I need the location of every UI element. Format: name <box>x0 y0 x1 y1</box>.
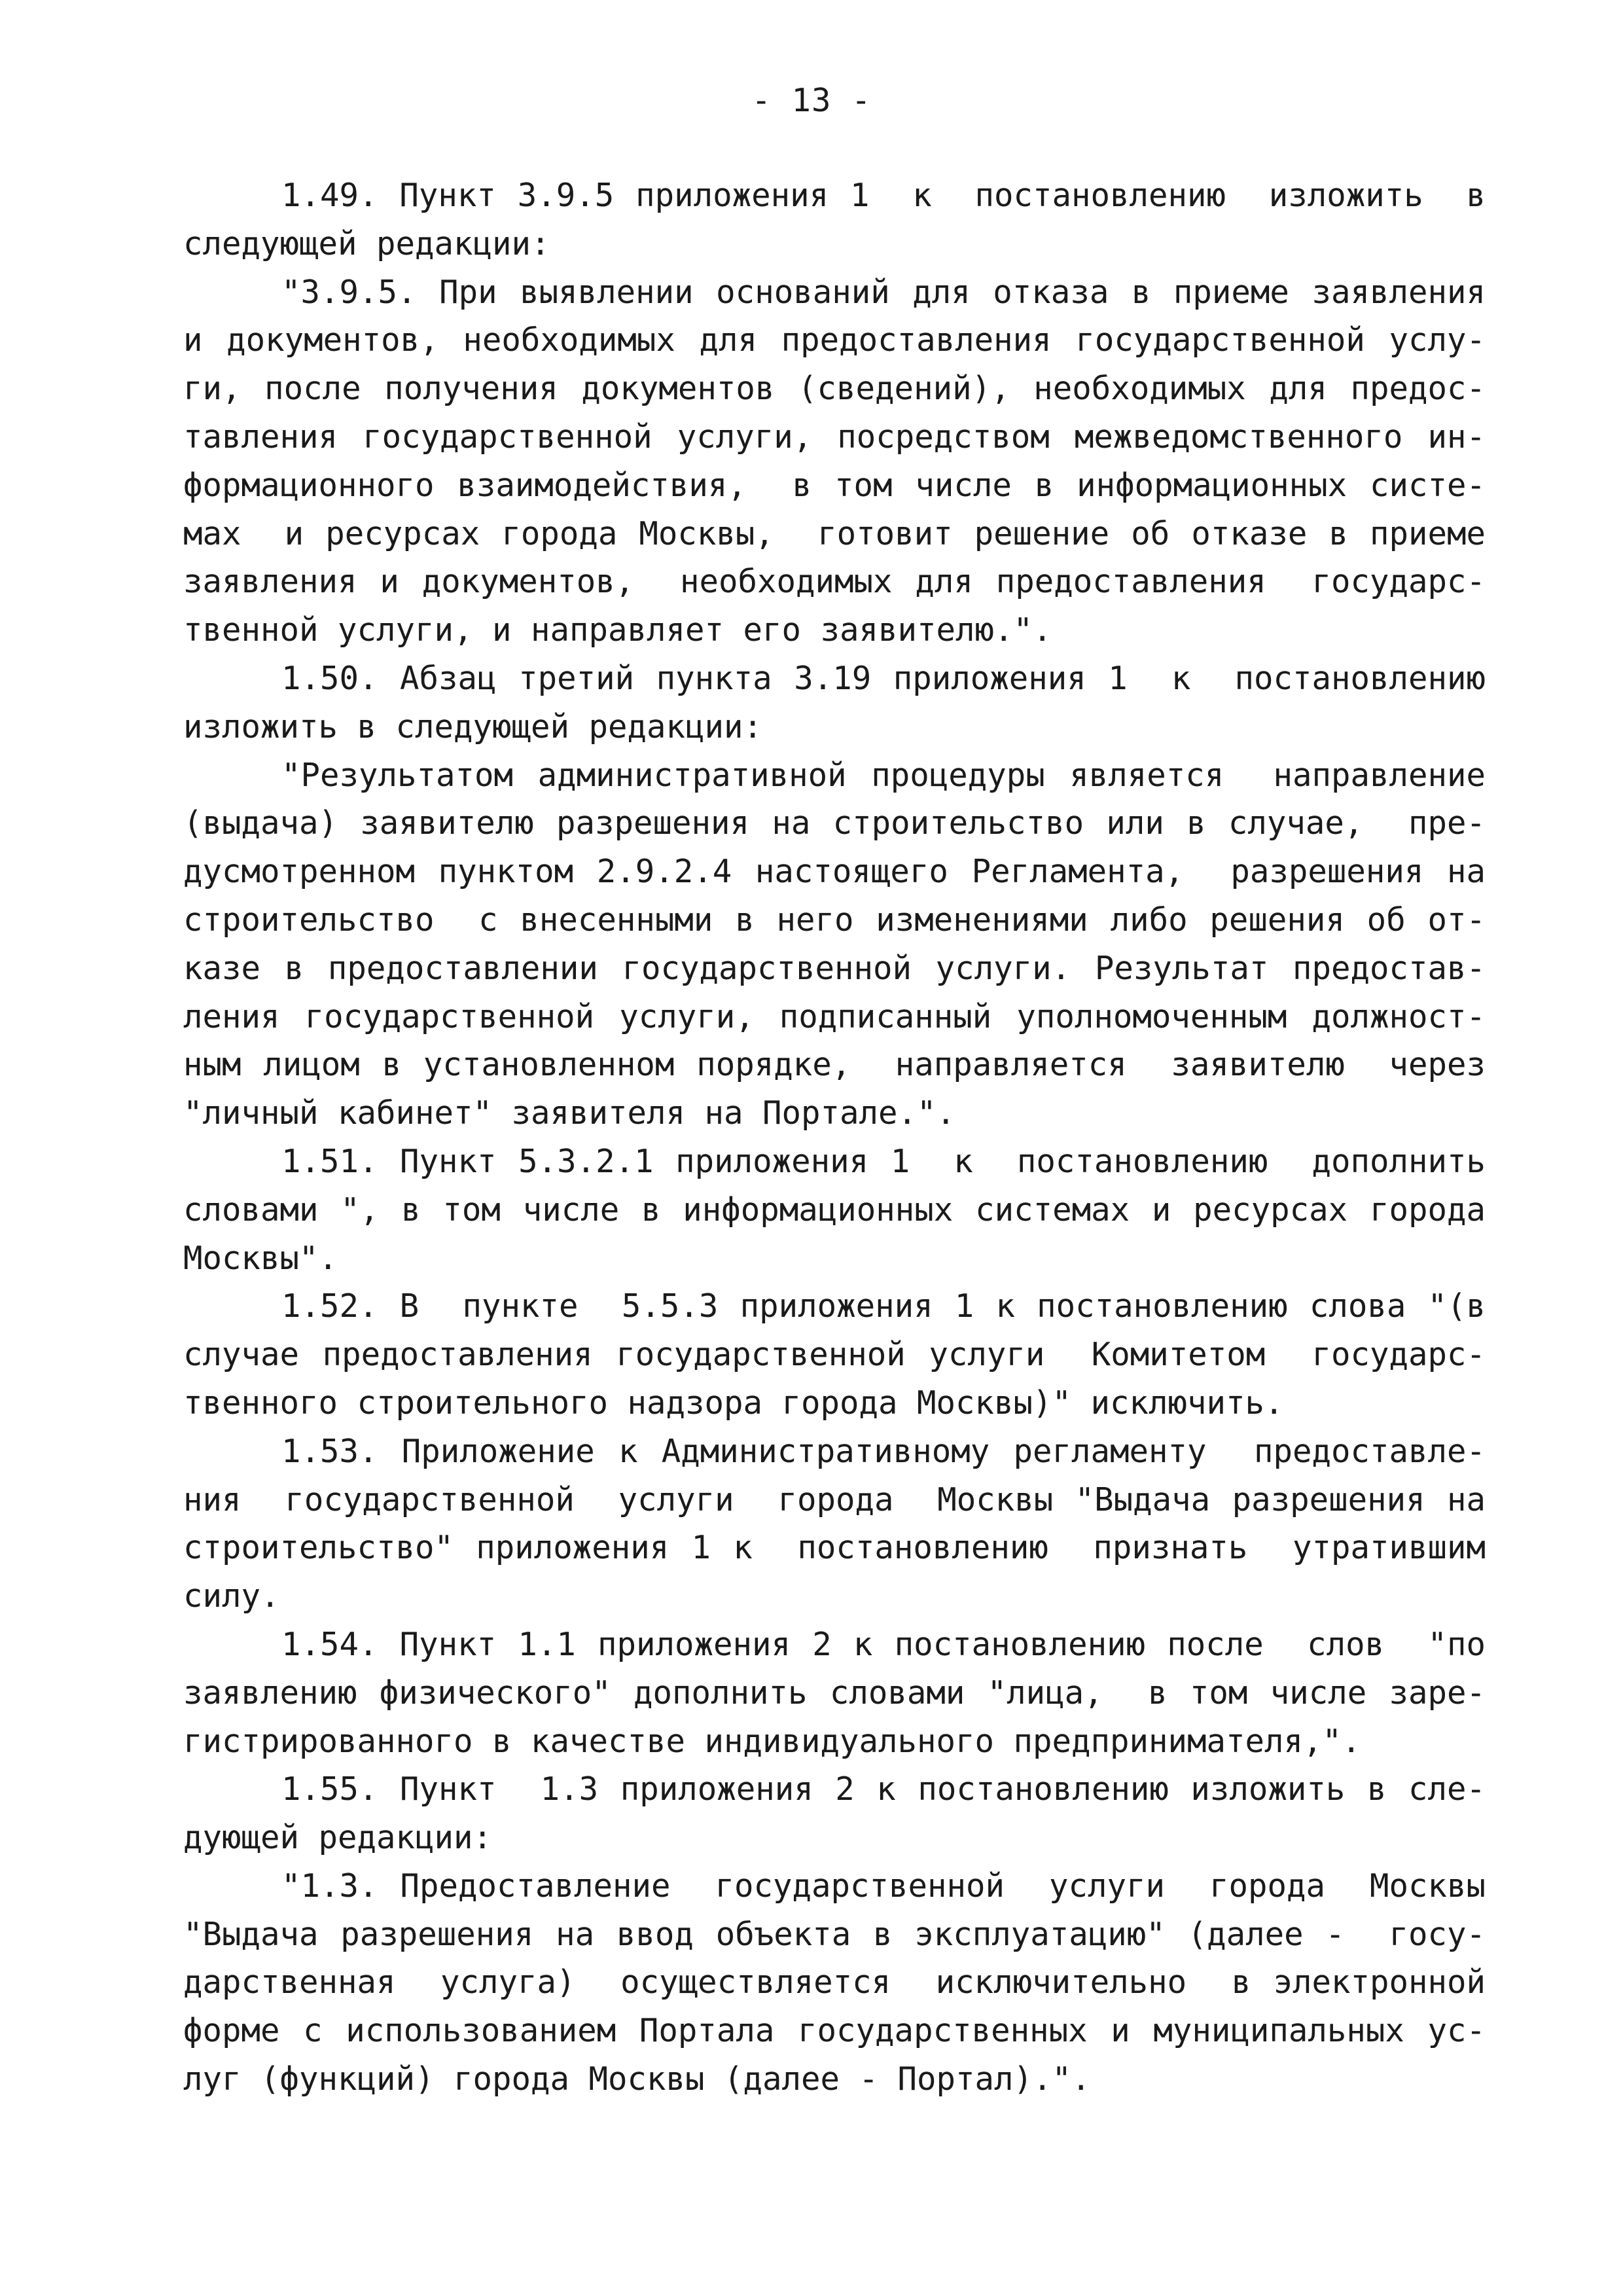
text-line: "1.3. Предоставление государственной услуги города Москвы <box>281 1867 1486 1905</box>
text-line: строительство с внесенными в него изменениями либо решения об от- <box>183 901 1486 939</box>
paragraph <box>183 1282 1486 1427</box>
text-line: формационного взаимодействия, в том числе в информационных систе- <box>183 466 1486 504</box>
text-line: тавления государственной услуги, посредством межведомственного ин- <box>183 418 1486 456</box>
text-line: словами ", в том числе в информационных системах и ресурсах города <box>183 1191 1486 1229</box>
text-line: ния государственной услуги города Москвы "Выдача разрешения на <box>183 1480 1486 1518</box>
text-line: (выдача) заявителю разрешения на строительство или в случае, пре- <box>183 804 1486 842</box>
text-line: строительство" приложения 1 к постановлению признать утратившим <box>183 1529 1486 1567</box>
text-line: следующей редакции: <box>183 224 550 262</box>
text-line: твенного строительного надзора города Москвы)" исключить. <box>183 1384 1284 1422</box>
text-line: силу. <box>183 1577 280 1615</box>
text-line: 1.51. Пункт 5.3.2.1 приложения 1 к постановлению дополнить <box>281 1142 1486 1180</box>
text-line: дарственная услуга) осуществляется исключительно в электронной <box>183 1964 1486 2001</box>
text-line: "личный кабинет" заявителя на Портале.". <box>183 1094 956 1132</box>
text-line: заявлению физического" дополнить словами "лица, в том числе заре- <box>183 1674 1486 1712</box>
text-line: 1.54. Пункт 1.1 приложения 2 к постановлению после слов "по <box>281 1625 1486 1663</box>
text-line: мах и ресурсах города Москвы, готовит решение об отказе в приеме <box>183 514 1486 552</box>
text-line: "Выдача разрешения на ввод объекта в эксплуатацию" (далее - госу- <box>183 1915 1486 1953</box>
text-line: дующей редакции: <box>183 1819 493 1857</box>
text-line: ления государственной услуги, подписанный уполномоченным должност- <box>183 997 1486 1035</box>
text-line: форме с использованием Портала государственных и муниципальных ус- <box>183 2012 1486 2050</box>
paragraph <box>183 268 1486 655</box>
paragraph <box>183 1862 1486 2104</box>
paragraph <box>183 171 1486 268</box>
text-line: 1.49. Пункт 3.9.5 приложения 1 к постановлению изложить в <box>281 177 1486 214</box>
text-line: "Результатом административной процедуры является направление <box>281 756 1486 794</box>
text-line: казе в предоставлении государственной услуги. Результат предостав- <box>183 949 1486 987</box>
text-line: заявления и документов, необходимых для предоставления государс- <box>183 563 1486 601</box>
document-body <box>183 171 1486 2104</box>
page-number: - 13 - <box>751 82 872 119</box>
text-line: 1.55. Пункт 1.3 приложения 2 к постановлению изложить в сле- <box>281 1770 1486 1808</box>
text-line: случае предоставления государственной услуги Комитетом государс- <box>183 1336 1486 1374</box>
text-line: твенной услуги, и направляет его заявителю.". <box>183 611 1052 649</box>
text-line: Москвы". <box>183 1239 338 1277</box>
text-line: и документов, необходимых для предоставления государственной услу- <box>183 321 1486 359</box>
text-line: дусмотренном пунктом 2.9.2.4 настоящего Регламента, разрешения на <box>183 853 1486 891</box>
paragraph <box>183 751 1486 1138</box>
text-line: 1.53. Приложение к Административному регламенту предоставле- <box>281 1432 1486 1470</box>
text-line: 1.50. Абзац третий пункта 3.19 приложения 1 к постановлению <box>281 659 1486 697</box>
paragraph <box>183 655 1486 751</box>
text-line: гистрированного в качестве индивидуального предпринимателя,". <box>183 1722 1361 1760</box>
text-line: изложить в следующей редакции: <box>183 708 763 745</box>
text-line: ным лицом в установленном порядке, направляется заявителю через <box>183 1046 1486 1084</box>
paragraph <box>183 1138 1486 1282</box>
paragraph <box>183 1765 1486 1862</box>
text-line: "3.9.5. При выявлении оснований для отказа в приеме заявления <box>281 273 1486 311</box>
text-line: луг (функций) города Москвы (далее - Портал).". <box>183 2060 1091 2098</box>
paragraph <box>183 1621 1486 1765</box>
text-line: 1.52. В пункте 5.5.3 приложения 1 к постановлению слова "(в <box>281 1287 1486 1325</box>
paragraph <box>183 1427 1486 1621</box>
text-line: ги, после получения документов (сведений), необходимых для предос- <box>183 370 1486 408</box>
